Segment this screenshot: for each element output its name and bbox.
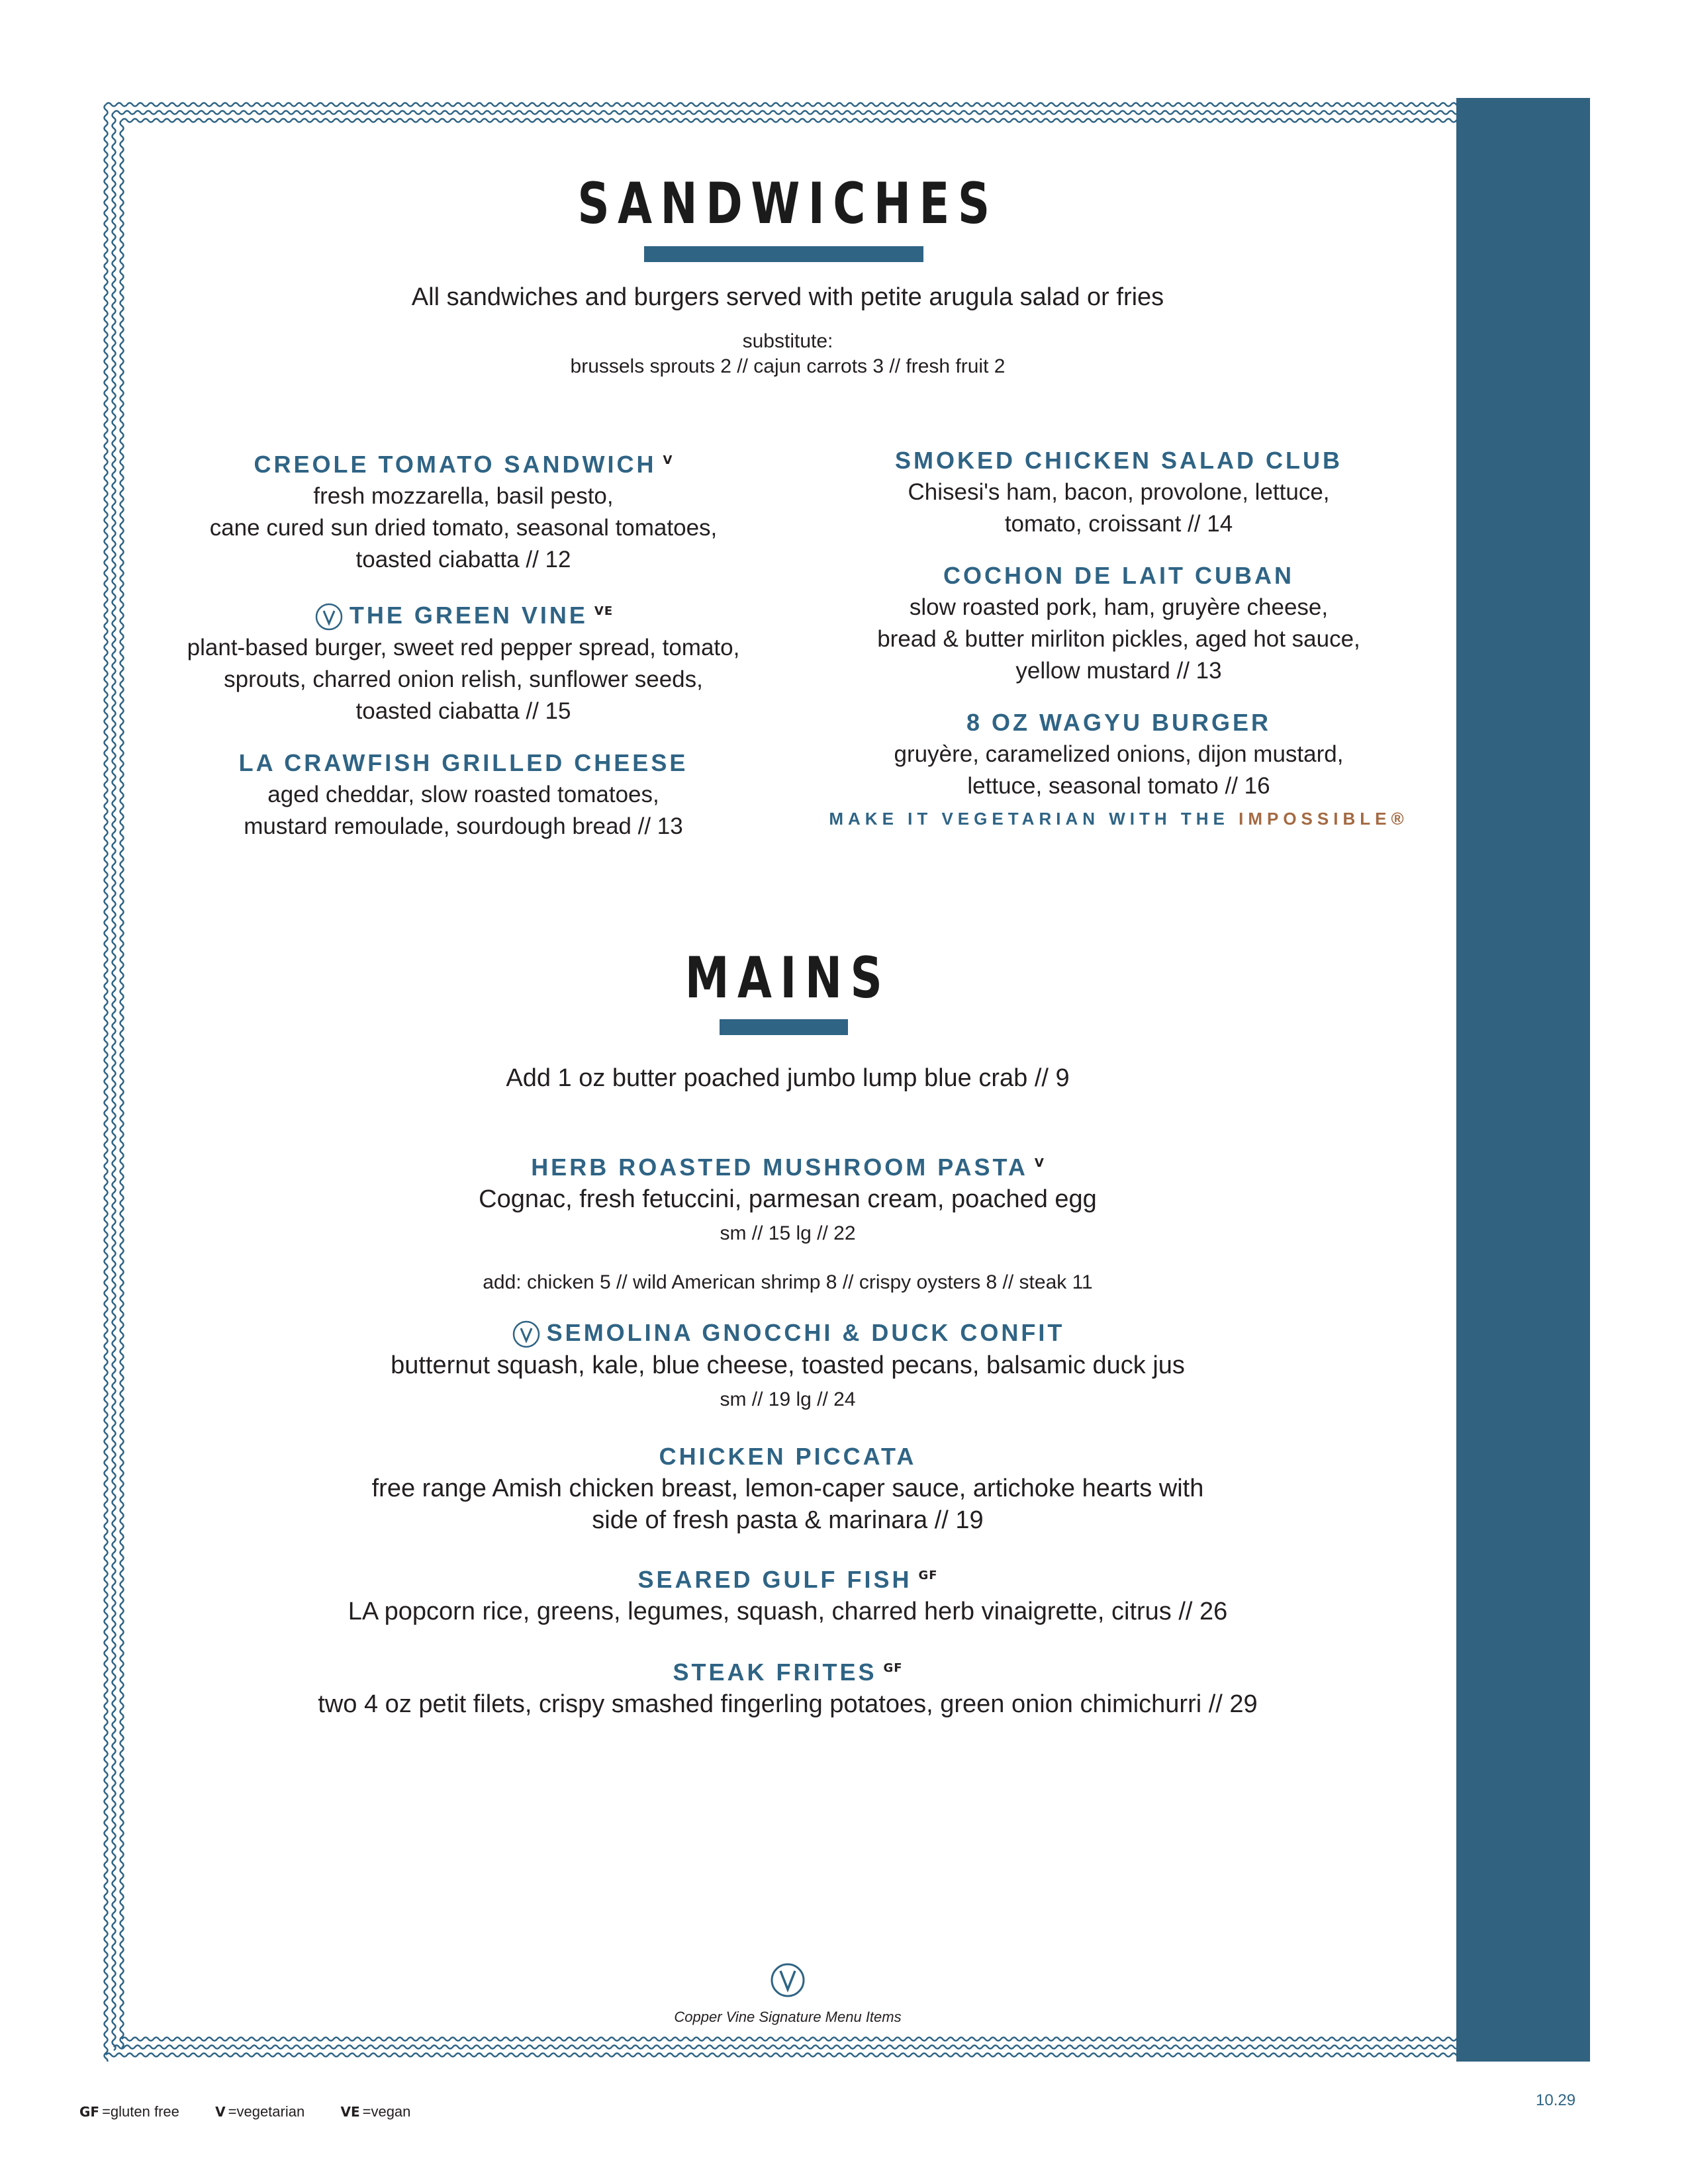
menu-item bbox=[821, 560, 1417, 687]
item-name: COCHON DE LAIT CUBAN bbox=[943, 562, 1294, 589]
item-name: SEMOLINA GNOCCHI & DUCK CONFIT bbox=[546, 1319, 1065, 1346]
wave-line bbox=[114, 2046, 1459, 2049]
signature-caption: Copper Vine Signature Menu Items bbox=[674, 2009, 902, 2025]
menu-item bbox=[119, 1441, 1456, 1536]
menu-item bbox=[146, 445, 781, 576]
mains-title: MAINS bbox=[684, 945, 891, 1011]
item-desc: Chisesi's ham, bacon, provolone, lettuce, bbox=[908, 479, 1330, 505]
gluten-free-tag: GF bbox=[918, 1569, 938, 1583]
item-desc: plant-based burger, sweet red pepper spread, tomato, bbox=[187, 635, 740, 661]
item-desc: tomato, croissant // 14 bbox=[1004, 511, 1233, 537]
item-desc: two 4 oz petit filets, crispy smashed fingerling potatoes, green onion chimichurri // 29 bbox=[318, 1690, 1258, 1719]
item-desc: side of fresh pasta & marinara // 19 bbox=[592, 1506, 984, 1535]
legend-gf-text: =gluten free bbox=[102, 2103, 179, 2120]
sandwiches-title: SANDWICHES bbox=[577, 171, 998, 237]
item-desc: toasted ciabatta // 12 bbox=[355, 547, 571, 572]
menu-item bbox=[119, 1148, 1456, 1297]
menu-item bbox=[146, 596, 781, 727]
impossible-prefix: MAKE IT VEGETARIAN WITH THE bbox=[829, 809, 1229, 829]
legend-v-code: V bbox=[215, 2104, 226, 2120]
item-name: CREOLE TOMATO SANDWICH bbox=[254, 451, 657, 478]
item-desc: fresh mozzarella, basil pesto, bbox=[313, 483, 614, 509]
wave-line bbox=[113, 113, 116, 2050]
sandwiches-right-column bbox=[821, 445, 1417, 829]
substitute-label: substitute: bbox=[742, 330, 833, 352]
menu-item bbox=[146, 747, 781, 842]
vegan-tag: VE bbox=[594, 604, 614, 618]
menu-item bbox=[119, 1653, 1456, 1720]
menu-version: 10.29 bbox=[1536, 2091, 1576, 2109]
sandwiches-left-column bbox=[146, 445, 781, 862]
wave-line bbox=[106, 103, 1459, 107]
sandwiches-title-rule bbox=[644, 246, 923, 262]
sandwiches-section-header bbox=[119, 171, 1456, 237]
item-name: THE GREEN VINE bbox=[349, 602, 588, 629]
item-desc: bread & butter mirliton pickles, aged hot sauce, bbox=[877, 626, 1360, 652]
item-desc: free range Amish chicken breast, lemon-caper sauce, artichoke hearts with bbox=[371, 1475, 1204, 1503]
legend-gf-code: GF bbox=[79, 2104, 100, 2120]
item-desc: Cognac, fresh fetuccini, parmesan cream, poached egg bbox=[479, 1185, 1097, 1213]
item-desc: cane cured sun dried tomato, seasonal tomatoes, bbox=[209, 515, 718, 541]
vegetarian-tag: V bbox=[1034, 1156, 1045, 1170]
menu-item bbox=[821, 707, 1417, 802]
sidebar-band bbox=[1456, 98, 1590, 2062]
item-desc: mustard remoulade, sourdough bread // 13 bbox=[244, 813, 683, 840]
item-name: LA CRAWFISH GRILLED CHEESE bbox=[238, 749, 688, 777]
item-desc: yellow mustard // 13 bbox=[1015, 658, 1222, 684]
wave-line bbox=[122, 119, 1459, 122]
legend-ve-text: =vegan bbox=[362, 2103, 411, 2120]
item-name: SMOKED CHICKEN SALAD CLUB bbox=[895, 447, 1342, 474]
mains-list bbox=[119, 1148, 1456, 1720]
item-name: 8 OZ WAGYU BURGER bbox=[966, 709, 1272, 736]
menu-item bbox=[821, 445, 1417, 540]
item-desc: gruyère, caramelized onions, dijon mustard, bbox=[894, 741, 1344, 767]
signature-icon bbox=[314, 602, 344, 632]
item-desc: butternut squash, kale, blue cheese, toasted pecans, balsamic duck jus bbox=[391, 1351, 1185, 1380]
signature-legend bbox=[119, 1959, 1456, 2026]
legend-v-text: =vegetarian bbox=[228, 2103, 305, 2120]
menu-item bbox=[119, 1560, 1456, 1627]
item-desc: lettuce, seasonal tomato // 16 bbox=[967, 773, 1270, 799]
item-name: STEAK FRITES bbox=[673, 1659, 877, 1686]
wave-line bbox=[122, 2038, 1459, 2041]
item-desc: slow roasted pork, ham, gruyère cheese, bbox=[909, 594, 1329, 620]
item-desc: toasted ciabatta // 15 bbox=[355, 698, 571, 725]
legend-ve-code: VE bbox=[340, 2104, 360, 2120]
wave-line bbox=[105, 105, 108, 2062]
dietary-legend bbox=[79, 2103, 414, 2120]
impossible-brand: IMPOSSIBLE® bbox=[1239, 809, 1409, 829]
vegetarian-tag: V bbox=[663, 453, 673, 467]
item-name: HERB ROASTED MUSHROOM PASTA bbox=[531, 1154, 1028, 1181]
signature-logo-icon bbox=[768, 1959, 808, 2001]
mains-intro: Add 1 oz butter poached jumbo lump blue crab // 9 bbox=[506, 1064, 1070, 1092]
wave-line bbox=[114, 111, 1459, 114]
item-name: SEARED GULF FISH bbox=[637, 1566, 912, 1594]
mains-title-rule bbox=[720, 1019, 848, 1035]
item-desc: LA popcorn rice, greens, legumes, squash, charred herb vinaigrette, citrus // 26 bbox=[348, 1598, 1228, 1626]
item-desc: aged cheddar, slow roasted tomatoes, bbox=[267, 782, 659, 808]
wave-line bbox=[106, 2054, 1459, 2057]
item-prices: sm // 15 lg // 22 bbox=[720, 1222, 856, 1244]
item-name: CHICKEN PICCATA bbox=[659, 1443, 917, 1471]
menu-item bbox=[119, 1317, 1456, 1414]
impossible-note bbox=[821, 809, 1417, 829]
signature-icon bbox=[511, 1319, 541, 1349]
sandwiches-intro: All sandwiches and burgers served with petite arugula salad or fries bbox=[411, 283, 1164, 311]
item-addons: add: chicken 5 // wild American shrimp 8 // crispy oysters 8 // steak 11 bbox=[483, 1271, 1093, 1293]
substitute-options: brussels sprouts 2 // cajun carrots 3 // fresh fruit 2 bbox=[570, 355, 1006, 377]
gluten-free-tag: GF bbox=[883, 1661, 903, 1676]
item-prices: sm // 19 lg // 24 bbox=[720, 1388, 856, 1411]
mains-section-header bbox=[119, 945, 1456, 1011]
item-desc: sprouts, charred onion relish, sunflower seeds, bbox=[224, 666, 703, 693]
